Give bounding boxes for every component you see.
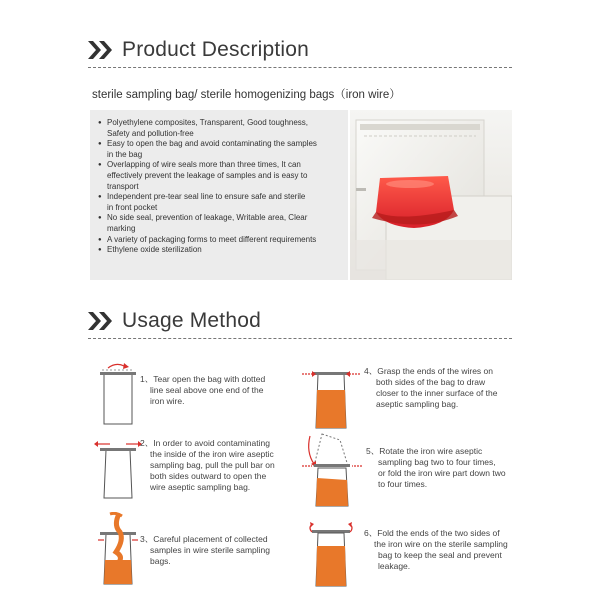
double-chevron-icon xyxy=(88,310,114,332)
grasp-wire-ends-icon xyxy=(300,360,362,432)
step-text-line: sampling bag, pull the pull bar on xyxy=(150,460,275,470)
feature-item: ● Overlapping of wire seals more than three times, It can xyxy=(98,160,342,171)
rotate-fold-bag-icon xyxy=(300,430,364,510)
feature-item: ● A variety of packaging forms to meet different requirements xyxy=(98,235,342,246)
step-text-line: both sides outward to open the xyxy=(150,471,267,481)
sampling-bag-photo-illustration xyxy=(350,110,512,280)
step-text-line: bags. xyxy=(150,556,171,566)
step-text-line: 1、Tear open the bag with dotted xyxy=(140,374,266,384)
section-title: Usage Method xyxy=(122,309,261,332)
feature-item-continued: in the bag xyxy=(107,149,143,159)
usage-step-2 xyxy=(88,432,298,504)
dashed-divider xyxy=(88,338,512,339)
step-text-line: sampling bag two to four times, xyxy=(378,457,496,467)
step-text-line: the iron wire on the sterile sampling xyxy=(374,539,508,549)
step-text-line: both sides of the bag to draw xyxy=(376,377,486,387)
product-description-header xyxy=(88,38,309,62)
feature-item: ● No side seal, prevention of leakage, Writable area, Clear xyxy=(98,213,342,224)
step-text-line: 3、Careful placement of collected xyxy=(140,534,268,544)
step-text-line: wire aseptic sampling bag. xyxy=(150,482,251,492)
step-text-line: 2、In order to avoid contaminating xyxy=(140,438,270,448)
fill-sample-bag-icon xyxy=(94,512,144,588)
feature-item-continued: transport xyxy=(107,181,139,191)
product-subtitle: sterile sampling bag/ sterile homogenizing bags（iron wire） xyxy=(92,89,401,101)
step-text-line: aseptic sampling bag. xyxy=(376,399,459,409)
dashed-divider xyxy=(88,67,512,68)
step-text-line: 4、Grasp the ends of the wires on xyxy=(364,366,493,376)
section-title: Product Description xyxy=(122,38,310,61)
step-text-line: bag to keep the seal and prevent xyxy=(378,550,502,560)
feature-list-panel xyxy=(90,110,348,280)
step-text-line: or fold the iron wire part down two xyxy=(378,468,506,478)
feature-item-continued: in front pocket xyxy=(107,202,158,212)
step-text-line: samples in wire sterile sampling xyxy=(150,545,270,555)
double-chevron-icon xyxy=(88,39,114,61)
feature-item: ● Ethylene oxide sterilization xyxy=(98,245,342,256)
feature-item-continued: effectively prevent the leakage of samples and is easy to xyxy=(107,170,308,180)
feature-item: ● Polyethylene composites, Transparent, Good toughness, xyxy=(98,118,342,129)
usage-step-6 xyxy=(300,518,512,590)
feature-item-continued: marking xyxy=(107,223,136,233)
step-text-line: iron wire. xyxy=(150,396,185,406)
feature-item: ● Easy to open the bag and avoid contaminating the samples xyxy=(98,139,342,150)
usage-step-4 xyxy=(300,360,512,432)
step-text-line: to four times. xyxy=(378,479,428,489)
feature-item: ● Independent pre-tear seal line to ensure safe and sterile xyxy=(98,192,342,203)
step-text-line: 6、Fold the ends of the two sides of xyxy=(364,528,500,538)
usage-method-header xyxy=(88,309,261,333)
step-text-line: the inside of the iron wire aseptic xyxy=(150,449,274,459)
feature-item-continued: Safety and pollution-free xyxy=(107,128,194,138)
usage-step-1 xyxy=(88,360,288,430)
tear-open-bag-icon xyxy=(94,360,144,430)
open-bag-pull-bar-icon xyxy=(94,432,144,502)
usage-step-3 xyxy=(88,512,298,588)
feature-list xyxy=(98,118,342,256)
product-photo xyxy=(350,110,512,280)
step-text-line: line seal above one end of the xyxy=(150,385,264,395)
usage-step-5 xyxy=(300,430,512,510)
step-text-line: 5、Rotate the iron wire aseptic xyxy=(366,446,483,456)
step-text-line: leakage. xyxy=(378,561,411,571)
step-text-line: closer to the inner surface of the xyxy=(376,388,498,398)
fold-wire-seal-icon xyxy=(300,518,362,590)
